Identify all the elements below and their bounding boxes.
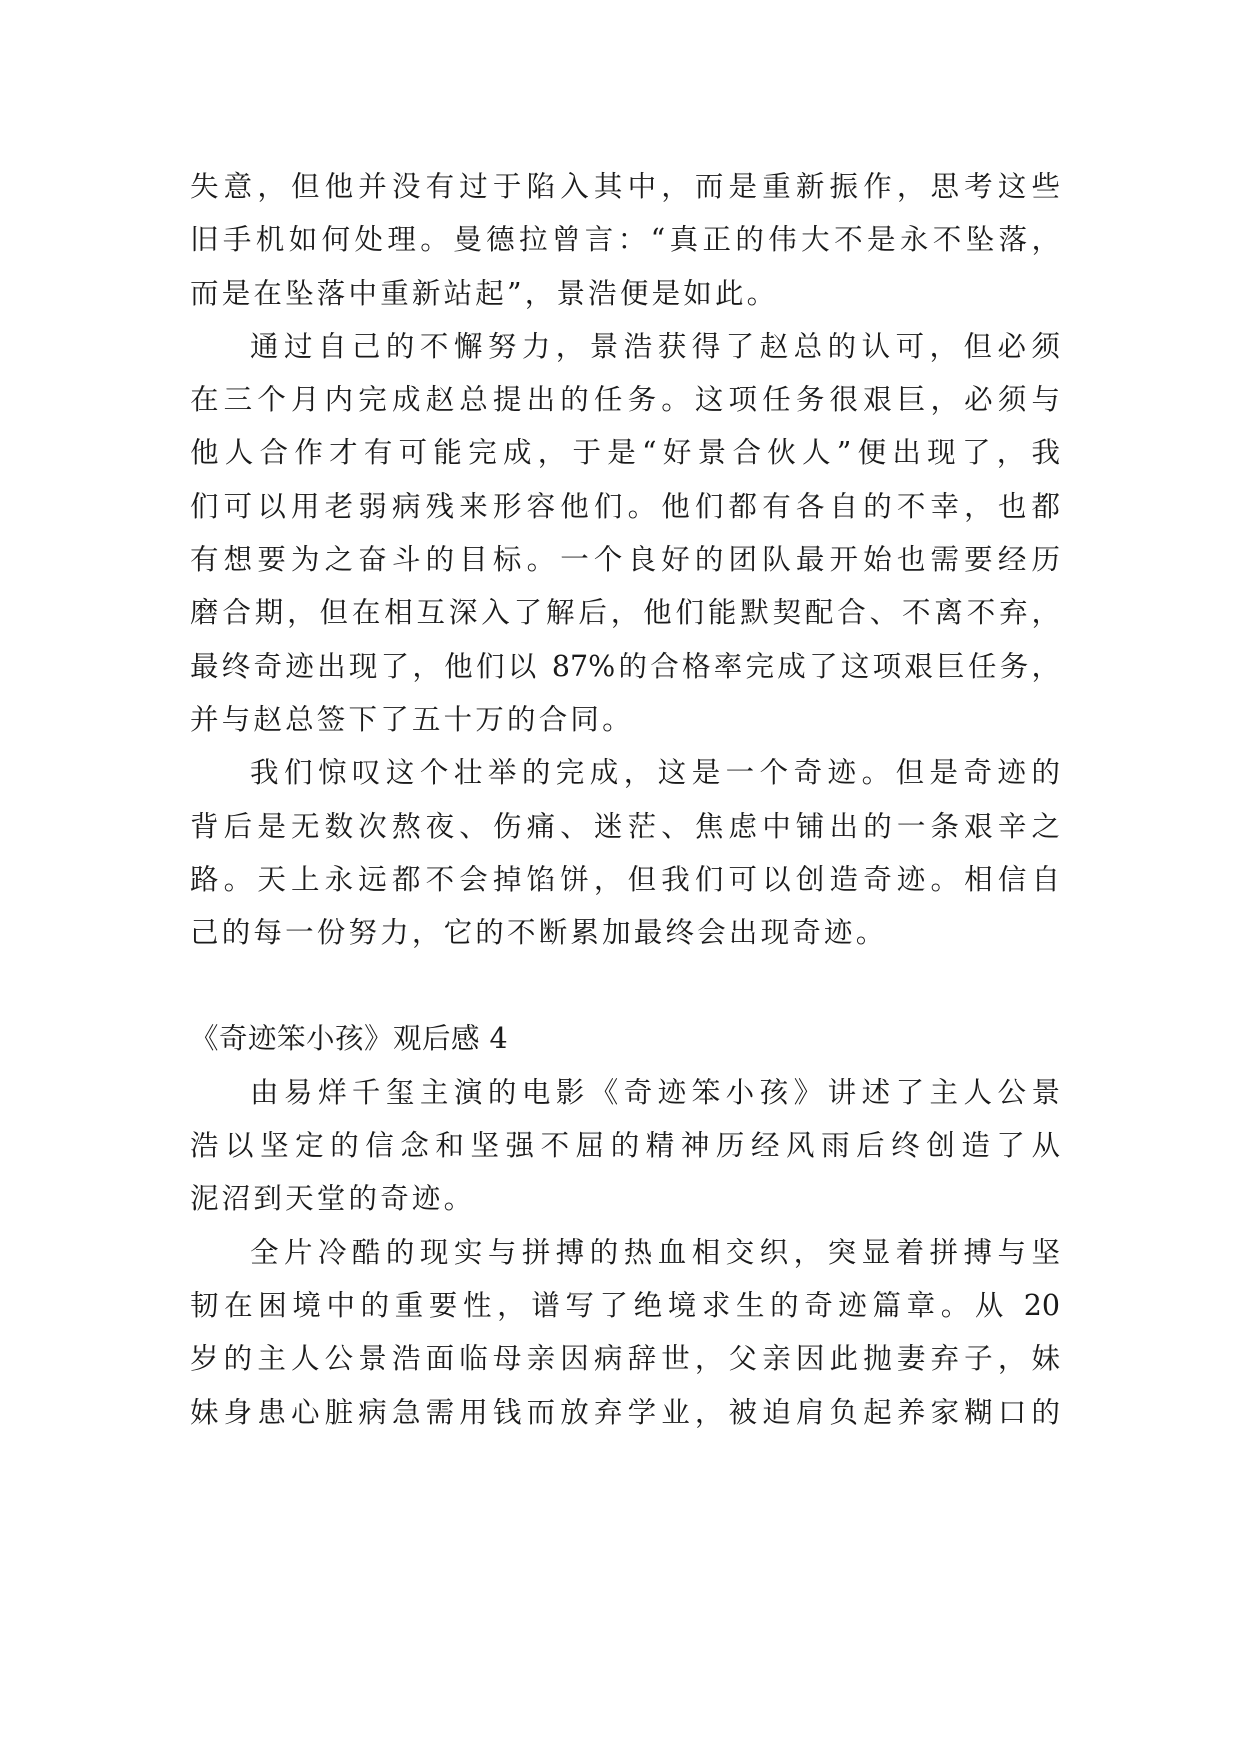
paragraph-line: 通过自己的不懈努力，景浩获得了赵总的认可，但必须: [250, 329, 1060, 363]
paragraph-line: 路。天上永远都不会掉馅饼，但我们可以创造奇迹。相信自: [190, 862, 1060, 896]
paragraph-line: 们可以用老弱病残来形容他们。他们都有各自的不幸，也都: [190, 489, 1060, 523]
paragraph-line: 韧在困境中的重要性，谱写了绝境求生的奇迹篇章。从 20: [190, 1288, 1060, 1322]
paragraph-line: 在三个月内完成赵总提出的任务。这项任务很艰巨，必须与: [190, 383, 1060, 417]
paragraph-line: 己的每一份努力，它的不断累加最终会出现奇迹。: [190, 916, 888, 950]
paragraph-line: 全片冷酷的现实与拼搏的热血相交织，突显着拼搏与坚: [250, 1235, 1060, 1269]
paragraph-line: 妹身患心脏病急需用钱而放弃学业，被迫肩负起养家糊口的: [190, 1395, 1060, 1429]
paragraph-line: 岁的主人公景浩面临母亲因病辞世，父亲因此抛妻弃子，妹: [190, 1342, 1060, 1376]
paragraph-line: 有想要为之奋斗的目标。一个良好的团队最开始也需要经历: [190, 543, 1060, 577]
paragraph-line: 失意，但他并没有过于陷入其中，而是重新振作，思考这些: [190, 170, 1060, 203]
paragraph-line: 由易烊千玺主演的电影《奇迹笨小孩》讲述了主人公景: [250, 1075, 1060, 1109]
section-heading: 《奇迹笨小孩》观后感 4: [190, 1022, 509, 1056]
paragraph-line: 他人合作才有可能完成，于是“好景合伙人”便出现了，我: [190, 436, 1060, 470]
paragraph-line: 我们惊叹这个壮举的完成，这是一个奇迹。但是奇迹的: [250, 756, 1060, 790]
paragraph-line: 磨合期，但在相互深入了解后，他们能默契配合、不离不弃，: [190, 596, 1060, 630]
paragraph-line: 而是在坠落中重新站起”，景浩便是如此。: [190, 276, 779, 310]
paragraph-line: 最终奇迹出现了，他们以 87%的合格率完成了这项艰巨任务，: [190, 649, 1060, 683]
paragraph-line: 旧手机如何处理。曼德拉曾言：“真正的伟大不是永不坠落，: [190, 223, 1060, 257]
paragraph-line: 泥沼到天堂的奇迹。: [190, 1182, 476, 1216]
paragraph-line: 背后是无数次熬夜、伤痛、迷茫、焦虑中铺出的一条艰辛之: [190, 809, 1060, 843]
paragraph-line: 并与赵总签下了五十万的合同。: [190, 702, 634, 736]
document-body: [190, 160, 1060, 1439]
paragraph-line: 浩以坚定的信念和坚强不屈的精神历经风雨后终创造了从: [190, 1129, 1060, 1163]
